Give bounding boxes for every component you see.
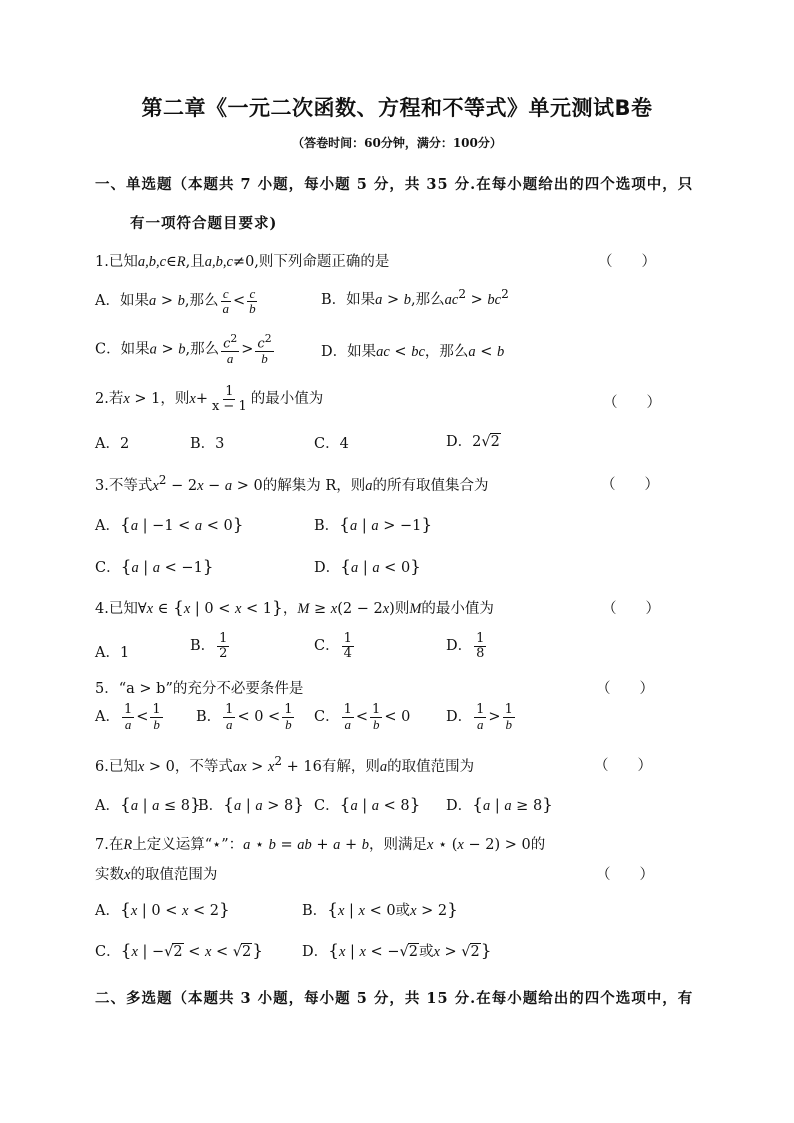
question-6: 6.已知x > 0，不等式ax > $x^2 + 16$有解，则a的取值范围为 [95, 754, 475, 775]
q5-option-d: D． $\frac{1}{a}$ > $\frac{1}{b}$ [446, 702, 513, 732]
q1-option-c: C．如果a > b,那么 $\frac{c^2}{a}$ > $\frac{c^2}{b}$ [95, 332, 272, 366]
q4-option-d: D． $\frac{1}{8}$ [446, 631, 485, 661]
q3-option-c: C．{a | a < −1} [95, 557, 214, 577]
question-7-cont: 实数x的取值范围为 [95, 867, 218, 883]
answer-blank-2: （ ） [603, 395, 661, 411]
question-3: 3.不等式$x^2 - 2x - a > 0$的解集为 R，则a的所有取值集合为 [95, 473, 489, 494]
section1-heading-cont: 有一项符合题目要求) [130, 215, 278, 232]
q5-option-a: A． $\frac{1}{a}$ < $\frac{1}{b}$ [95, 702, 161, 732]
q4-option-b: B． $\frac{1}{2}$ [190, 631, 228, 661]
q3-option-d: D．{a | a < 0} [314, 557, 421, 577]
question-7: 7.在R上定义运算“⋆”：a ⋆ b = ab + a + b，则满足x ⋆ (x − 2) > 0的 [95, 837, 546, 853]
q2-option-a: A．2 [95, 436, 130, 452]
q6-option-d: D．{a | a ≥ 8} [446, 795, 553, 815]
q6-option-a: A．{a | a ≤ 8} [95, 795, 201, 815]
q4-option-c: C． $\frac{1}{4}$ [314, 631, 352, 661]
q6-option-c: C．{a | a < 8} [314, 795, 421, 815]
q2-option-c: C．4 [314, 436, 349, 452]
section1-heading: 一、单选题（本题共 7 小题，每小题 5 分，共 35 分.在每小题给出的四个选项中，只 [95, 176, 694, 193]
q7-option-d: D．{x | x < −√2或x > √2} [302, 941, 492, 961]
q4-option-a: A．1 [95, 645, 130, 661]
answer-blank-3: （ ） [601, 477, 659, 493]
section2-heading: 二、多选题（本题共 3 小题，每小题 5 分，共 15 分.在每小题给出的四个选项中，有 [95, 990, 694, 1007]
page-title: 第二章《一元二次函数、方程和不等式》单元测试B卷 [141, 96, 653, 120]
q7-option-a: A．{x | 0 < x < 2} [95, 900, 230, 920]
answer-blank-7: （ ） [596, 867, 654, 883]
q6-option-b: B．{a | a > 8} [198, 795, 305, 815]
q7-option-c: C．{x | −√2 < x < √2} [95, 941, 264, 961]
answer-blank-4: （ ） [602, 601, 660, 617]
q2-option-d: D．2√2 [446, 434, 500, 450]
q2-option-b: B．3 [190, 436, 225, 452]
answer-blank-5: （ ） [596, 681, 654, 697]
q1-option-d: D．如果ac < bc，那么a < b [321, 344, 505, 360]
q5-option-c: C． $\frac{1}{a}$ < $\frac{1}{b}$ < 0 [314, 702, 411, 732]
question-4: 4.已知∀x ∈ {x | 0 < x < 1}，M ≥ x(2 − 2x)则M的最小值为 [95, 598, 494, 618]
q1-option-a: A．如果a > b,那么 $\frac{c}{a}$ < $\frac{c}{b}$ [95, 286, 256, 316]
question-2: 2.若x > 1，则x+ $\frac{1}{x - 1}$ 的最小值为 [95, 384, 324, 414]
question-1: 1.已知a,b,c∈R,且a,b,c≠0,则下列命题正确的是 [95, 254, 390, 270]
answer-blank-6: （ ） [594, 758, 652, 774]
question-5: 5．“a > b”的充分不必要条件是 [95, 681, 304, 697]
answer-blank-1: （ ） [598, 254, 656, 270]
q7-option-b: B．{x | x < 0或x > 2} [302, 900, 458, 920]
q3-option-b: B．{a | a > −1} [314, 515, 433, 535]
exam-info: （答卷时间：60分钟，满分：100分） [292, 136, 502, 150]
q3-option-a: A．{a | −1 < a < 0} [95, 515, 244, 535]
q1-option-b: B．如果a > b,那么$ac^2 > bc^2$ [321, 287, 509, 308]
q5-option-b: B． $\frac{1}{a}$ < 0 < $\frac{1}{b}$ [196, 702, 293, 732]
